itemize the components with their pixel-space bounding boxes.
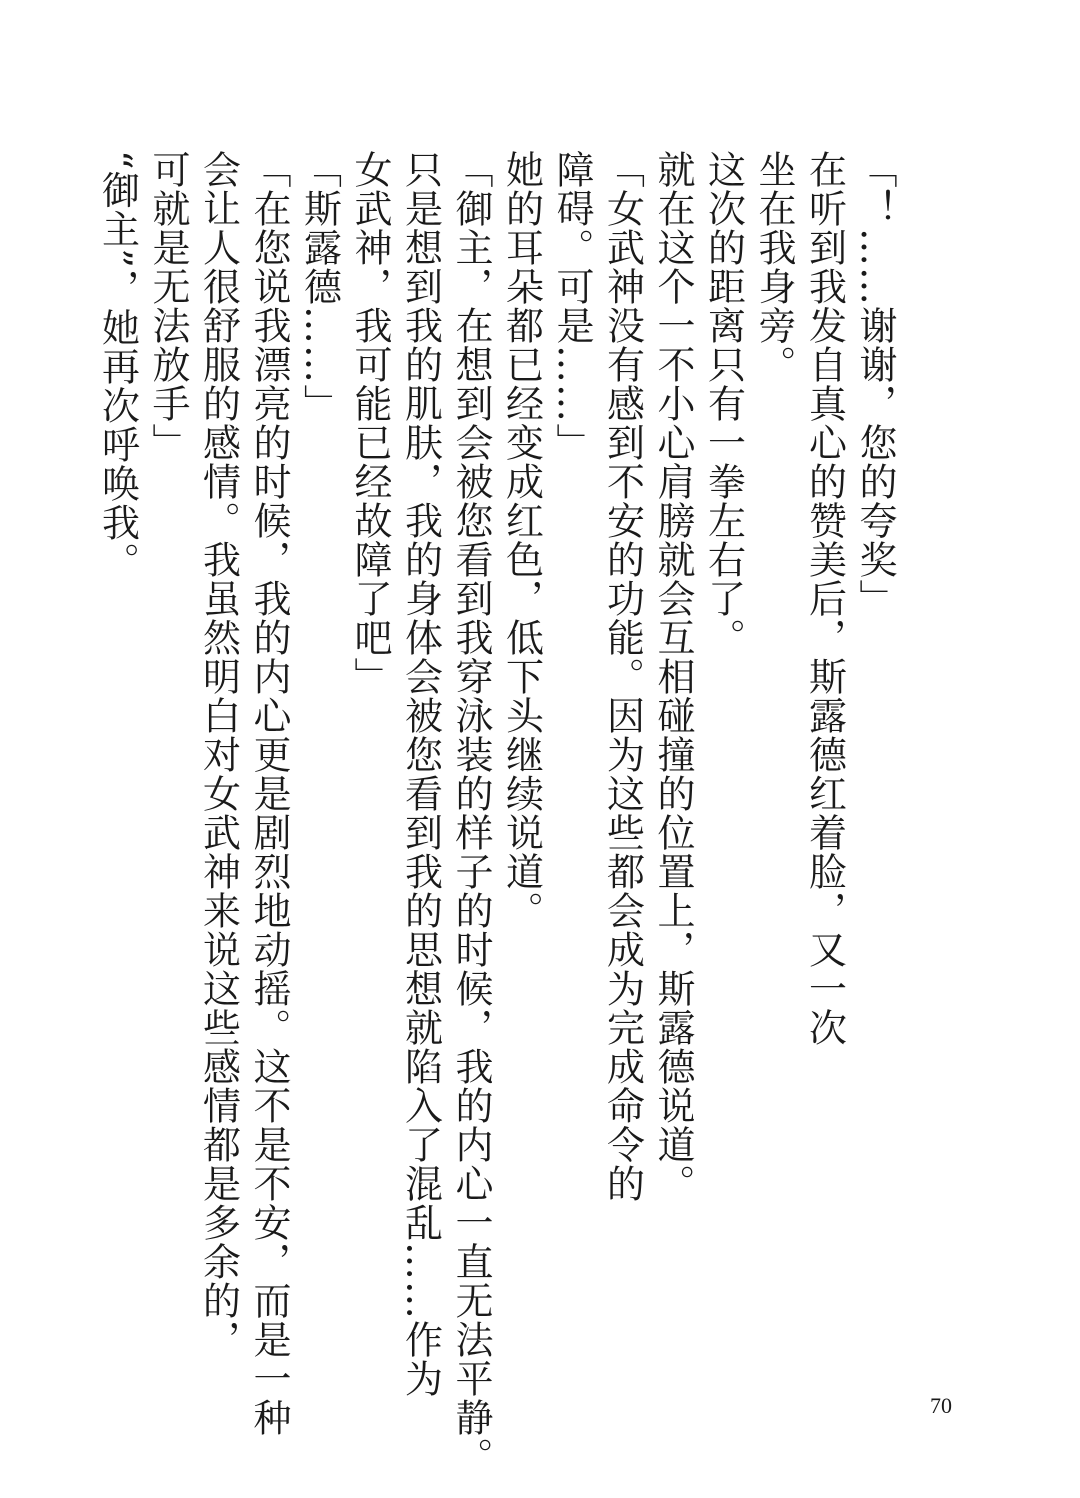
text-line: 「女武神没有感到不安的功能。因为这些都会成为完成命令的 (600, 150, 645, 1203)
text-line: 「在您说我漂亮的时候，我的内心更是剧烈地动摇。这不是不安，而是一种 (247, 150, 291, 1437)
vertical-text-body (92, 150, 900, 1476)
text-line: 在听到我发自真心的赞美后，斯露德红着脸，又一次 (802, 150, 847, 1047)
text-line: 「！……谢谢，您的夸奖」 (853, 150, 897, 618)
text-line: 女武神，我可能已经故障了吧」 (348, 150, 392, 696)
text-line: 只是想到我的肌肤，我的身体会被您看到我的思想就陷入了混乱……作为 (398, 150, 443, 1398)
text-line: 「斯露德……」 (297, 150, 342, 423)
text-line: 坐在我身旁。 (752, 150, 796, 384)
text-line: 她的耳朵都已经变成红色，低下头继续说道。 (499, 150, 544, 930)
text-line: 可就是无法放手」 (146, 150, 190, 462)
text-line: “御主”，她再次呼唤我。 (95, 150, 140, 581)
text-line: 障碍。可是……」 (550, 150, 594, 462)
page-number: 70 (930, 1393, 952, 1418)
text-line: 「御主，在想到会被您看到我穿泳装的样子的时候，我的内心一直无法平静。 (449, 150, 493, 1476)
text-line: 会让人很舒服的感情。我虽然明白对女武神来说这些感情都是多余的， (196, 150, 241, 1359)
text-line: 这次的距离只有一拳左右了。 (701, 150, 746, 657)
text-line: 就在这个一不小心肩膀就会互相碰撞的位置上，斯露德说道。 (651, 150, 695, 1203)
